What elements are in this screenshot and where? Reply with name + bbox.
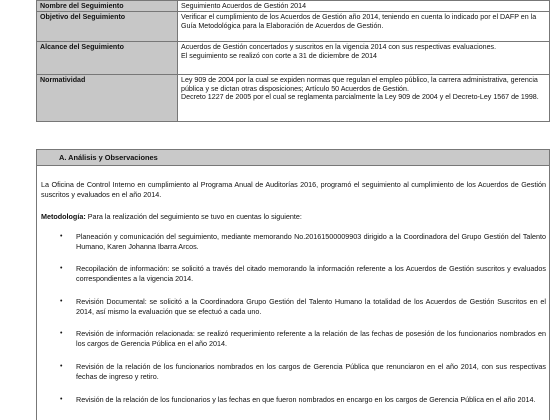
bullet-icon: • [60, 363, 63, 370]
info-value-line: Acuerdos de Gestión concertados y suscritos en la vigencia 2014 con sus respectivas evaluaciones. [181, 43, 497, 52]
info-value [178, 1, 550, 12]
list-item-text: Revisión Documental: se solicitó a la Coordinadora Grupo Gestión del Talento Humano la totalidad de los Acuerdos de Gestión Suscritos en el 2014, así mismo la evaluación que se efectuó a cada uno. [76, 297, 546, 316]
list-item-text: Recopilación de información: se solicitó a través del citado memorando la información referente a los Acuerdos de Gestión suscritos y evaluados correspondientes a la vigencia 2014. [76, 264, 546, 283]
list-item [60, 362, 546, 382]
bullet-icon: • [60, 396, 63, 403]
list-item [60, 264, 546, 284]
list-item-text: Revisión de la relación de los funcionarios y las fechas en que fueron nombrados en encargo en los cargos de Gerencia Pública en el año 2014. [76, 395, 536, 404]
info-label: Nombre del Seguimiento [37, 1, 178, 12]
bullet-icon: • [60, 233, 63, 240]
methodology-text: Para la realización del seguimiento se tuvo en cuentas lo siguiente: [85, 212, 302, 221]
info-value [178, 12, 550, 42]
intro-paragraph: La Oficina de Control Interno en cumplimiento al Programa Anual de Auditorías 2016, programó el seguimiento al cumplimiento de los Acuerdos de Gestión suscritos y evaluados en el año 2014. [41, 180, 546, 199]
bullet-icon: • [60, 265, 63, 272]
methodology-line [41, 212, 546, 222]
bullet-icon: • [60, 330, 63, 337]
info-value-line: Decreto 1227 de 2005 por el cual se reglamenta parcialmente la Ley 909 de 2004 y el Decreto-Ley 1567 de 1998. [181, 92, 539, 101]
list-item-text: Revisión de la relación de los funcionarios nombrados en los cargos de Gerencia Pública que renunciaron en el año 2014, con sus respectivas fechas de ingreso y retiro. [76, 362, 546, 381]
info-label: Alcance del Seguimiento [37, 42, 178, 75]
info-value-line: Verificar el cumplimiento de los Acuerdos de Gestión año 2014, teniendo en cuenta lo indicado por el DAFP en la Guía Metodológica para la Elaboración de Acuerdos de Gestión. [181, 13, 537, 30]
list-item [60, 232, 546, 252]
bullet-icon: • [60, 298, 63, 305]
list-item-text: Revisión de información relacionada: se realizó requerimiento referente a la relación de las fechas de posesión de los funcionarios nombrados en los cargos de Gerencia Pública en el año 2014. [76, 329, 546, 348]
info-value-line: Seguimiento Acuerdos de Gestión 2014 [181, 2, 307, 10]
list-item [60, 329, 546, 349]
info-label: Objetivo del Seguimiento [37, 12, 178, 42]
section-heading: A. Análisis y Observaciones [36, 149, 550, 166]
info-row-nombre [37, 1, 550, 12]
methodology-label: Metodología: [41, 212, 86, 221]
info-value [178, 42, 550, 75]
list-item [60, 395, 546, 405]
list-item [60, 297, 546, 317]
info-table [36, 0, 550, 122]
info-row-normatividad [37, 75, 550, 122]
info-value-line: El seguimiento se realizó con corte a 31 de diciembre de 2014 [181, 51, 377, 60]
list-item-text: Planeación y comunicación del seguimiento, mediante memorando No.20161500009903 dirigido a la Coordinadora del Grupo Gestión del Talento Humano, Karen Johanna Ibarra Arcos. [76, 232, 546, 251]
info-row-alcance [37, 42, 550, 75]
info-value [178, 75, 550, 122]
info-row-objetivo [37, 12, 550, 42]
info-label: Normatividad [37, 75, 178, 122]
info-value-line: Ley 909 de 2004 por la cual se expiden normas que regulan el empleo público, la carrera administrativa, gerencia pública y se dictan otras disposiciones; Artículo 50 Acuerdos de Gestión. [181, 76, 538, 93]
